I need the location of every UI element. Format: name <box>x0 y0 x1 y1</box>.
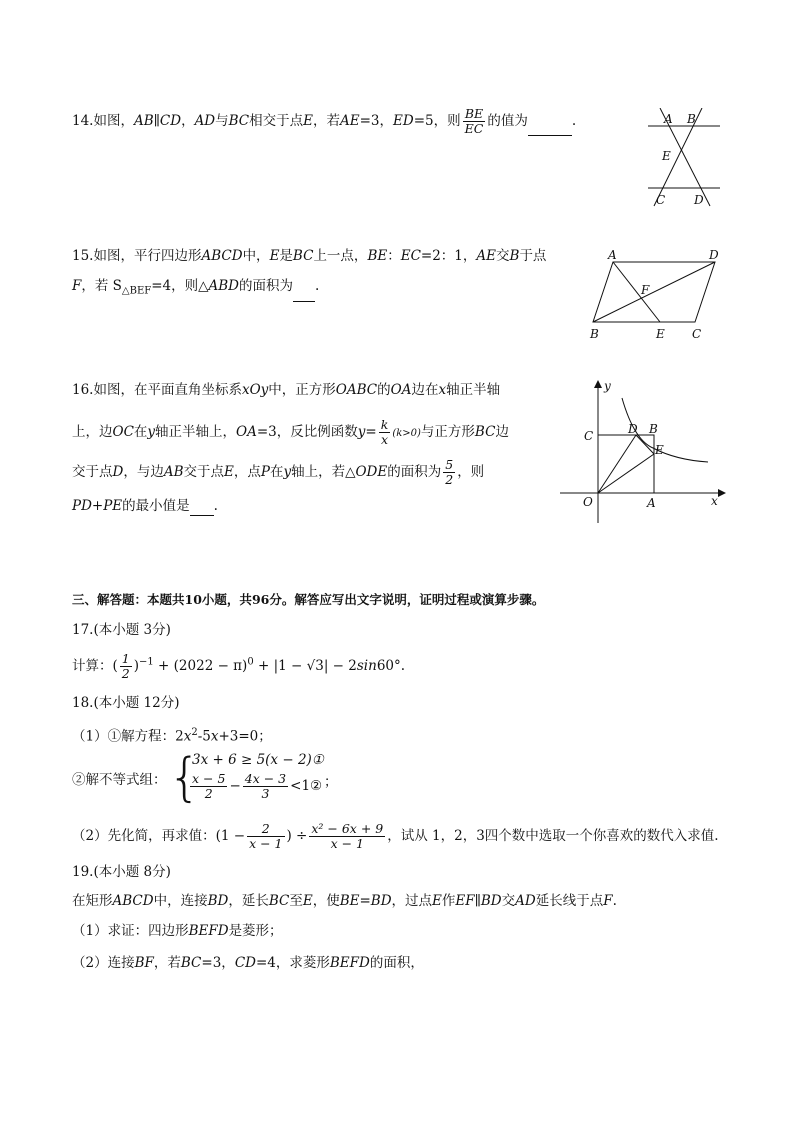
text: 的最小值是 <box>122 498 190 514</box>
frac-num: k <box>380 417 389 432</box>
var: E <box>224 464 234 480</box>
question-14 <box>72 107 576 136</box>
text: 延长线于点 <box>535 893 604 909</box>
text: ，若 <box>153 955 181 971</box>
text: 中，连接 <box>153 893 208 909</box>
text: （1）①解方程：2 <box>72 728 184 745</box>
figure-15 <box>585 248 730 343</box>
label-a: A <box>664 112 673 126</box>
var: AB <box>133 113 154 129</box>
var: BD <box>480 893 502 909</box>
text: 三、解答题：本题共 <box>72 592 185 607</box>
var: AE <box>476 248 497 264</box>
var: BF <box>134 955 154 971</box>
fraction-1-2 <box>120 652 132 681</box>
text: 是菱形； <box>228 923 283 939</box>
text: ，若 <box>313 113 341 129</box>
frac-den: 2 <box>121 666 130 681</box>
text: 交 <box>496 248 510 264</box>
text: <1② <box>290 778 323 794</box>
frac-num: 4x − 3 <box>244 771 287 786</box>
question-19-part-2 <box>72 953 424 973</box>
inequality-2 <box>188 772 322 801</box>
text: . <box>571 113 577 129</box>
text: ， <box>181 113 195 129</box>
fraction-quadratic <box>309 822 385 851</box>
text: 在 <box>269 464 284 480</box>
text: 作 <box>441 893 456 909</box>
var: E <box>303 113 314 129</box>
frac-num: 1 <box>121 651 130 666</box>
text: ，试从 1，2，3四个数中选取一个你喜欢的数代入求值. <box>387 828 719 844</box>
var: x <box>438 382 447 398</box>
text: 上一点， <box>313 248 368 264</box>
text: 相交于点 <box>249 113 304 129</box>
var: EF <box>455 893 475 909</box>
segment-oe <box>598 454 654 493</box>
segment-bd <box>593 262 715 322</box>
var: ED <box>393 113 414 129</box>
figure-16 <box>558 378 728 528</box>
var: E <box>432 893 442 909</box>
question-15-line-2 <box>72 276 319 302</box>
exponent: 2 <box>191 727 198 738</box>
label-d: D <box>709 248 719 262</box>
fraction-be-ec <box>463 107 486 136</box>
var: EC <box>400 248 421 264</box>
label-e: E <box>655 443 664 457</box>
question-18-part-2-label: ②解不等式组： <box>72 772 167 788</box>
text: 14.如图， <box>72 113 134 129</box>
text: 是 <box>279 248 293 264</box>
question-19-title: 19.(本小题 8分) <box>72 864 171 880</box>
var: CD <box>234 955 256 971</box>
text: 边 <box>495 424 509 440</box>
question-17-expression <box>72 652 405 681</box>
text: 中，正方形 <box>268 382 336 398</box>
text: = <box>365 424 377 440</box>
text: 15.如图，平行四边形 <box>72 248 202 264</box>
label-b: B <box>687 112 696 126</box>
var: x <box>183 728 192 745</box>
text: . <box>612 893 617 909</box>
label-b: B <box>590 327 599 341</box>
text: 至 <box>289 893 303 909</box>
label-d: D <box>694 193 704 207</box>
text: 交于点 <box>72 464 113 480</box>
text: ，延长 <box>228 893 269 909</box>
var: ABCD <box>112 893 154 909</box>
text: （1）求证：四边形 <box>72 923 189 939</box>
exponent: 0 <box>247 656 254 668</box>
text: 轴正半轴上， <box>155 424 237 440</box>
text: . <box>400 658 406 674</box>
var: CD <box>159 113 182 129</box>
text: 在 <box>133 424 148 440</box>
exponent: −1 <box>139 656 154 668</box>
text: ∥ <box>474 893 481 909</box>
text: ： <box>387 248 401 264</box>
frac-num: 5 <box>445 457 454 472</box>
text: 10 <box>184 592 202 607</box>
answer-blank[interactable] <box>528 121 572 136</box>
frac-num: x − 5 <box>192 771 226 786</box>
question-16-line-1 <box>72 380 500 400</box>
frac-den: x <box>380 432 389 447</box>
label-d: D <box>628 422 638 436</box>
label-x: x <box>711 494 718 508</box>
text: 在矩形 <box>72 893 113 909</box>
x-axis-arrow <box>718 489 726 497</box>
text: 边在 <box>411 382 439 398</box>
text: 交 <box>501 893 516 909</box>
frac-den: 2 <box>204 786 213 801</box>
question-18-part-3 <box>72 822 719 851</box>
semicolon: ； <box>324 774 338 790</box>
frac-den: x − 1 <box>249 836 283 851</box>
var: OABC <box>335 382 378 398</box>
text: +3=0； <box>218 728 272 745</box>
fraction-2-x-1 <box>247 822 284 851</box>
question-16-line-4 <box>72 496 218 516</box>
var: BEFD <box>188 923 229 939</box>
text: 的面积为 <box>239 278 293 294</box>
text: ，则 <box>457 464 485 480</box>
text: ，过点 <box>391 893 433 909</box>
var: OA <box>236 424 257 440</box>
label-y: y <box>604 379 611 393</box>
text: -5 <box>197 728 211 745</box>
var: BC <box>180 955 202 971</box>
text: + (2022 − π) <box>153 658 248 674</box>
text: =2：1， <box>420 248 477 264</box>
var: D <box>112 464 124 480</box>
text: 于点 <box>519 248 547 264</box>
text: + |1 − √3| − 2 <box>253 658 357 674</box>
frac-den: 2 <box>445 472 454 487</box>
var: y <box>147 424 156 440</box>
condition: (k>0) <box>392 428 421 439</box>
text: 96 <box>251 592 270 607</box>
text: 分。解答应写出文字说明，证明过程或演算步骤。 <box>269 592 545 607</box>
text: − <box>229 778 241 794</box>
text: ) <box>133 658 140 674</box>
label-e: E <box>662 149 671 163</box>
var: AE <box>340 113 360 129</box>
var: AD <box>515 893 536 909</box>
var: BE=BD <box>339 893 392 909</box>
frac-den: 3 <box>261 786 270 801</box>
var: y <box>357 424 366 440</box>
label-o: O <box>583 495 593 509</box>
text: ，使 <box>312 893 340 909</box>
var: xOy <box>241 382 269 398</box>
answer-blank[interactable] <box>190 501 214 516</box>
var: sin <box>356 658 377 674</box>
label-c: C <box>692 327 702 341</box>
text: 的面积为 <box>387 464 442 480</box>
frac-den: EC <box>464 121 484 136</box>
var: BC <box>228 113 250 129</box>
var: E <box>302 893 313 909</box>
text: 60° <box>376 658 401 674</box>
fraction-k-x <box>379 418 391 447</box>
frac-den: x − 1 <box>330 836 365 851</box>
text: =3，反比例函数 <box>256 424 358 440</box>
text: . <box>213 498 218 514</box>
text: =4，则△ <box>151 278 209 294</box>
segment-od <box>598 435 636 493</box>
text: （2）先化简，再求值：(1 − <box>72 828 246 844</box>
segment-de <box>636 435 654 454</box>
var: BC <box>268 893 290 909</box>
question-19-part-1 <box>72 921 283 941</box>
question-16-line-3 <box>72 458 484 487</box>
label-c: C <box>656 193 666 207</box>
text: . <box>315 278 320 294</box>
text: 的 <box>377 382 391 398</box>
var: OC <box>112 424 134 440</box>
section-3-heading <box>72 590 544 610</box>
text: 小题，共 <box>201 592 252 607</box>
frac-num: x² − 6x + 9 <box>311 821 384 836</box>
text: （2）连接 <box>72 955 135 971</box>
question-19-line-1 <box>72 891 617 911</box>
label-f: F <box>641 283 650 297</box>
text: 上，边 <box>72 424 113 440</box>
text: 的面积， <box>369 955 424 971</box>
text: 交于点 <box>183 464 224 480</box>
var: ABD <box>208 278 239 294</box>
label-a: A <box>647 496 656 510</box>
frac-num: BE <box>463 107 486 122</box>
var: P <box>260 464 270 480</box>
fraction-5-2 <box>443 458 455 487</box>
var: F <box>72 278 82 294</box>
var: x <box>210 728 219 745</box>
var: OA <box>390 382 412 398</box>
inequality-1: 3x + 6 ≥ 5(x − 2)① <box>192 752 324 768</box>
text: =5，则 <box>413 113 461 129</box>
text: 计算：( <box>72 658 118 674</box>
text: 与 <box>215 113 229 129</box>
var: BC <box>474 424 496 440</box>
var: AB <box>163 464 184 480</box>
text: ，与边 <box>123 464 164 480</box>
question-17-title: 17.(本小题 3分) <box>72 622 171 638</box>
text: 与正方形 <box>420 424 475 440</box>
text: ，若 S <box>81 278 122 294</box>
var: BE <box>367 248 388 264</box>
fraction-4x-3-3 <box>243 772 288 801</box>
text: ∥ <box>153 113 160 129</box>
text: =3， <box>359 113 394 129</box>
question-15-line-1 <box>72 246 546 266</box>
var: ABCD <box>201 248 243 264</box>
label-b: B <box>649 422 658 436</box>
question-18-part-1 <box>72 723 272 747</box>
brace: { <box>168 748 202 808</box>
text: ，点 <box>233 464 261 480</box>
label-e: E <box>656 327 665 341</box>
text: 轴正半轴 <box>446 382 501 398</box>
text: =4，求菱形 <box>255 955 330 971</box>
label-c: C <box>584 429 594 443</box>
text: ) ÷ <box>286 828 308 844</box>
var: B <box>509 248 520 264</box>
var: BC <box>292 248 314 264</box>
var: BEFD <box>329 955 370 971</box>
var: AD <box>194 113 216 129</box>
var: y <box>283 464 292 480</box>
var: PD+PE <box>72 498 123 514</box>
label-a: A <box>608 248 617 262</box>
question-16-line-2 <box>72 418 509 447</box>
figure-14 <box>640 108 730 208</box>
text: 中， <box>242 248 270 264</box>
text: 的值为 <box>487 113 528 129</box>
var: F <box>603 893 613 909</box>
text: =3， <box>201 955 235 971</box>
answer-blank[interactable] <box>293 287 315 302</box>
text: 轴上，若△ <box>291 464 356 480</box>
frac-num: 2 <box>247 822 284 837</box>
question-18-title: 18.(本小题 12分) <box>72 695 180 711</box>
text: 16.如图，在平面直角坐标系 <box>72 382 242 398</box>
var: BD <box>207 893 229 909</box>
var: ODE <box>355 464 388 480</box>
var: E <box>269 248 280 264</box>
y-axis-arrow <box>594 380 602 388</box>
subscript: △BEF <box>121 285 152 297</box>
fraction-x-5-2 <box>190 772 227 801</box>
